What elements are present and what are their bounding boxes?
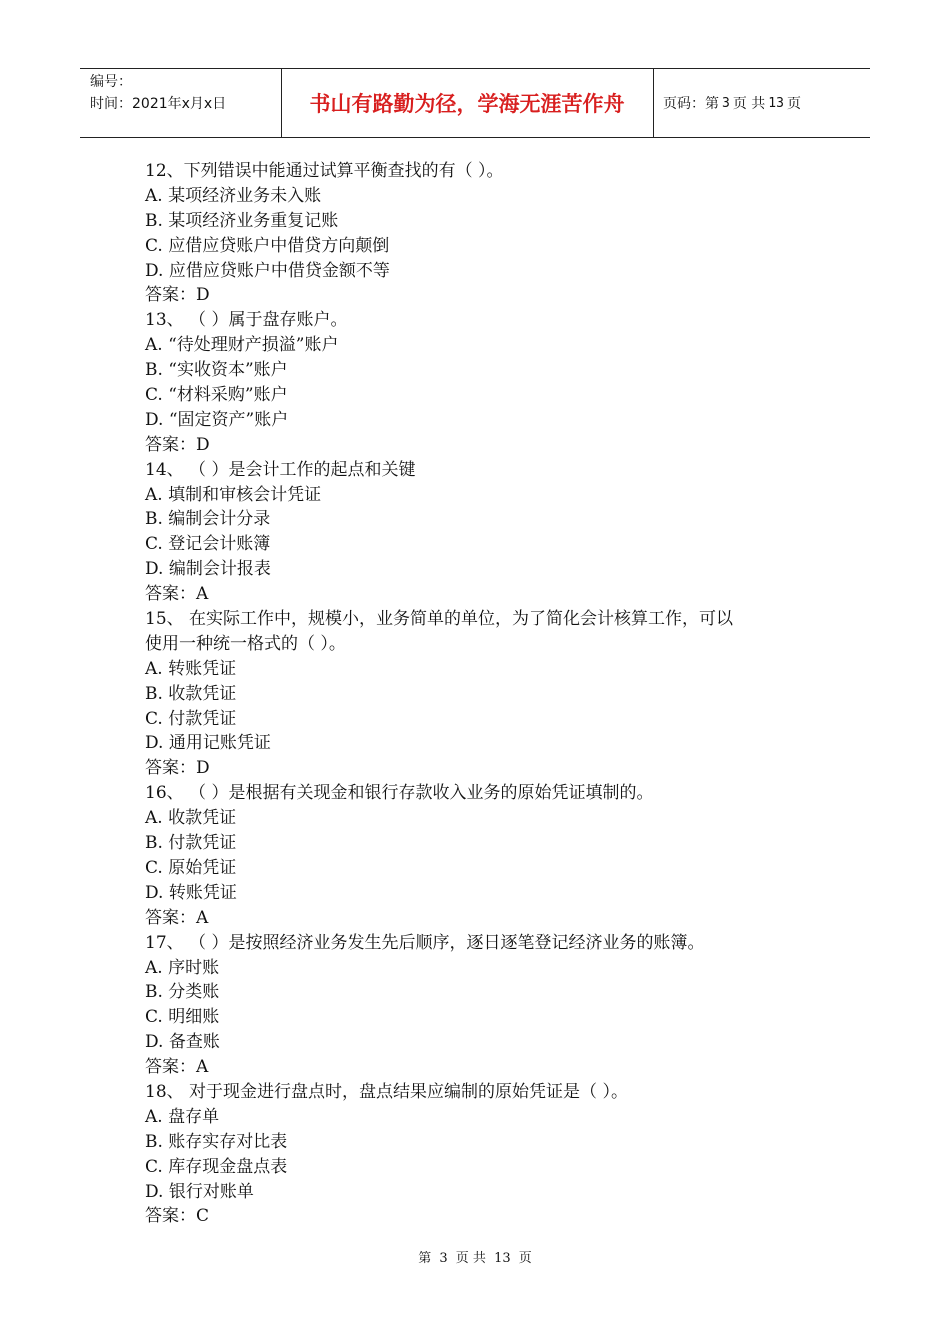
option-text: D. 转账凭证 [145,882,237,903]
question-text: 13、 （ ）属于盘存账户。 [145,310,348,331]
question-text: 15、 在实际工作中，规模小，业务简单的单位，为了简化会计核算工作，可以 [145,609,734,630]
option-text: B. 账存实存对比表 [145,1131,288,1152]
option-text: C. 登记会计账簿 [145,534,271,555]
header-meta [90,71,226,115]
option-text: D. 编制会计报表 [145,559,271,580]
question-text: 17、 （ ）是按照经济业务发生先后顺序，逐日逐笔登记经济业务的账簿。 [145,932,705,953]
document-number: 编号： [90,74,132,90]
page-current: 3 [722,95,730,111]
page-label-mid: 页 共 [732,96,766,112]
option-text: A. 序时账 [145,957,220,978]
question-text: 16、 （ ）是根据有关现金和银行存款收入业务的原始凭证填制的。 [145,783,654,804]
answer-text: 答案：D [145,434,210,455]
document-date: 时间：2021年x月x日 [90,96,227,112]
option-text: A. 收款凭证 [145,808,237,829]
footer-page-current: 3 [439,1251,448,1266]
option-text: C. 原始凭证 [145,857,237,878]
question-text: 18、 对于现金进行盘点时，盘点结果应编制的原始凭证是（ ）。 [145,1081,628,1102]
answer-text: 答案：A [145,584,209,605]
footer-mid: 页 共 [455,1251,486,1266]
header-page-info [663,69,801,137]
option-text: C. 应借应贷账户中借贷方向颠倒 [145,235,390,256]
option-text: A. “待处理财产损溢”账户 [145,335,339,356]
question-text: 12、下列错误中能通过试算平衡查找的有（ ）。 [145,161,504,181]
option-text: C. “材料采购”账户 [145,385,288,406]
option-text: C. 明细账 [145,1007,220,1028]
answer-text: 答案：C [145,1206,210,1227]
footer-page-total: 13 [494,1251,511,1266]
footer-prefix: 第 [418,1251,432,1266]
option-text: B. 分类账 [145,982,220,1003]
option-text: C. 付款凭证 [145,708,237,729]
question-text-continued: 使用一种统一格式的（ ）。 [145,633,346,654]
option-text: B. 付款凭证 [145,833,237,854]
option-text: B. 编制会计分录 [145,509,271,530]
option-text: B. “实收资本”账户 [145,360,288,381]
option-text: D. 备查账 [145,1032,220,1053]
option-text: A. 填制和审核会计凭证 [145,484,322,505]
page-label-suffix: 页 [786,96,801,112]
page-label-prefix: 页码：第 [663,96,719,112]
answer-text: 答案：D [145,285,210,306]
question-list [145,159,825,1229]
footer-suffix: 页 [518,1251,532,1266]
page-footer [0,1247,950,1266]
option-text: D. 应借应贷账户中借贷金额不等 [145,260,390,281]
question-text: 14、 （ ）是会计工作的起点和关键 [145,459,416,480]
answer-text: 答案：A [145,1057,209,1078]
option-text: C. 库存现金盘点表 [145,1156,288,1177]
option-text: D. 通用记账凭证 [145,733,271,754]
option-text: A. 盘存单 [145,1106,220,1127]
page-header [80,68,870,138]
option-text: D. “固定资产”账户 [145,409,289,430]
header-motto: 书山有路勤为径，学海无涯苦作舟 [309,91,625,116]
option-text: A. 某项经济业务未入账 [145,185,322,206]
answer-text: 答案：D [145,758,210,779]
option-text: B. 收款凭证 [145,683,237,704]
page-total: 13 [768,95,784,111]
option-text: B. 某项经济业务重复记账 [145,210,339,231]
option-text: D. 银行对账单 [145,1181,254,1202]
answer-text: 答案：A [145,907,209,928]
option-text: A. 转账凭证 [145,658,237,679]
header-divider [653,69,654,137]
